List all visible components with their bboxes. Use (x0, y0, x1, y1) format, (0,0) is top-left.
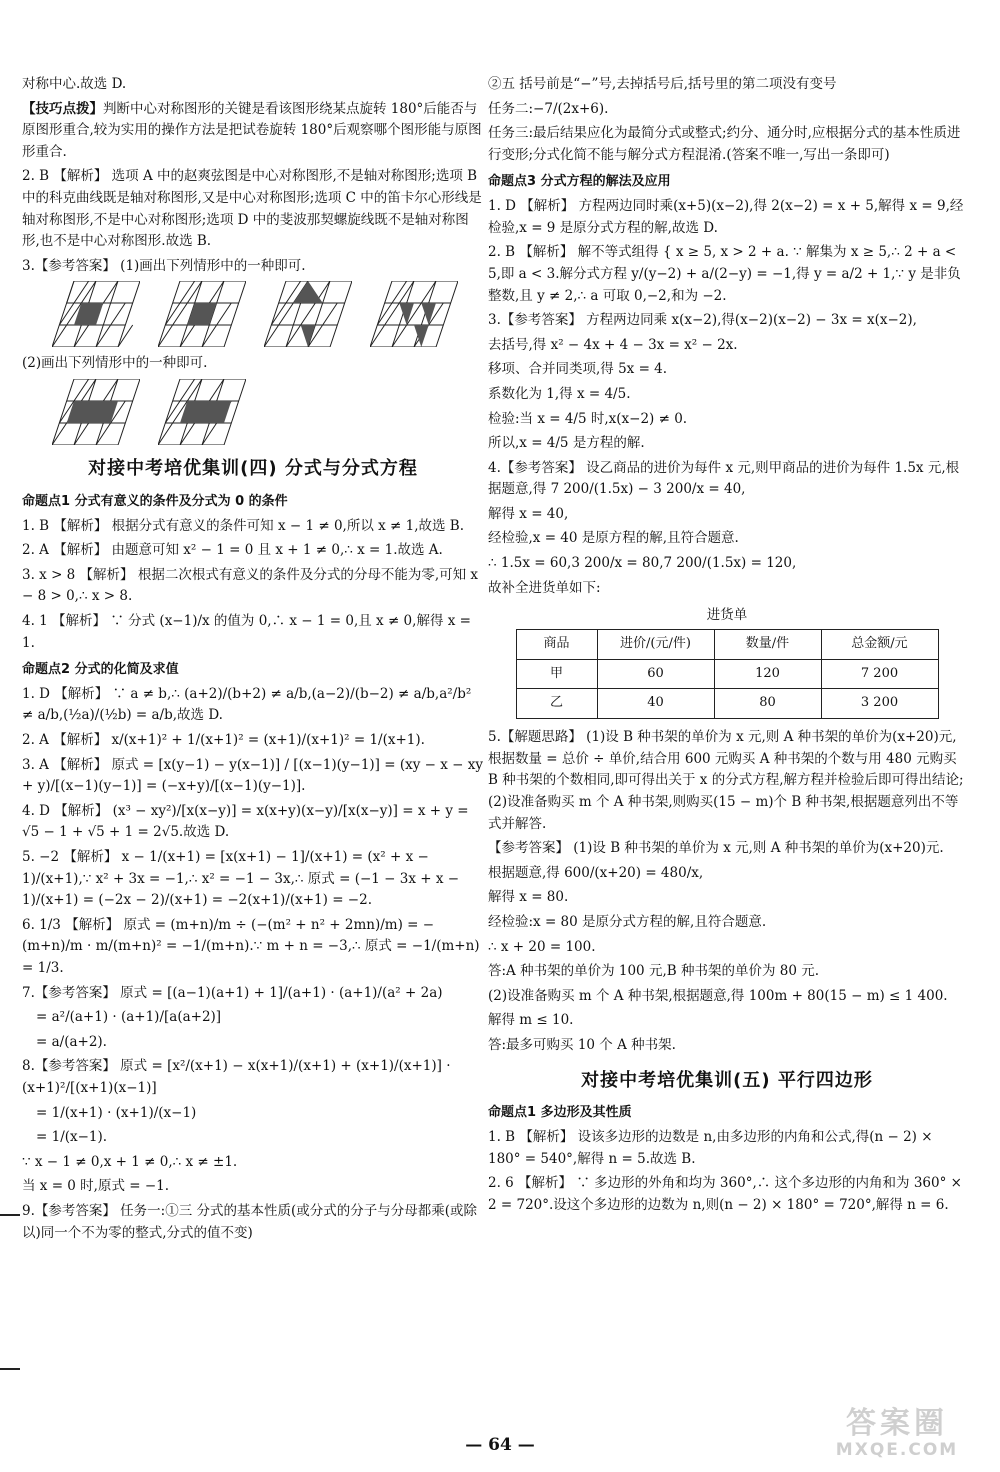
table-cell: 120 (714, 659, 821, 689)
topic-heading-1: 命题点1 分式有意义的条件及分式为 0 的条件 (22, 493, 288, 509)
triangle-grid-row-2 (52, 379, 484, 445)
answer-line: 3.【参考答案】 方程两边同乘 x(x−2),得(x−2)(x−2) − 3x = x(x−2), (488, 312, 917, 329)
topic-heading-2: 命题点2 分式的化简及求值 (22, 662, 179, 678)
answer-line: ②五 括号前是“−”号,去掉括号后,括号里的第二项没有变号 (488, 76, 837, 92)
answer-line: 9.【参考答案】 任务一:①三 分式的基本性质(或分式的分子与分母都乘(或除以)同一个不为零的整式,分式的值不变) (22, 1202, 478, 1241)
answer-line: 6. 1/3 【解析】 原式 = (m+n)/m ÷ (−(m² + n² + 2mn)/m) = −(m+n)/m · m/(m+n)² = −1/(m+n).∵ m + n = −3,∴ 原式 = −1/(m+n) = 1/3. (22, 916, 480, 977)
answer-line: 1. D 【解析】 方程两边同时乘(x+5)(x−2),得 2(x−2) = x + 5,解得 x = 9,经检验,x = 9 是原分式方程的解,故选 D. (488, 198, 964, 236)
watermark-title: 答案圈 (846, 1406, 948, 1441)
answer-line: 3. x > 8 【解析】 根据二次根式有意义的条件及分式的分母不能为零,可知 x − 8 > 0,∴ x > 8. (22, 566, 479, 605)
answer-line: 任务三:最后结果应化为最简分式或整式;约分、通分时,应根据分式的基本性质进行变形;分式化简不能与解分式方程混淆.(答案不唯一,写出一条即可) (488, 125, 961, 163)
answer-line: 8.【参考答案】 原式 = [x²/(x+1) − x(x+1)/(x+1) + (x+1)/(x+1)] · (x+1)²/[(x+1)(x−1)] (22, 1058, 451, 1096)
table-row (516, 659, 938, 689)
table-header: 数量/件 (714, 629, 821, 659)
topic-heading-3: 命题点3 分式方程的解法及应用 (488, 174, 671, 190)
answer-step: 答:A 种书架的单价为 100 元,B 种书架的单价为 80 元. (488, 963, 819, 980)
triangle-grid-figure (158, 379, 246, 445)
triangle-grid-figure (370, 281, 458, 347)
answer-step: 去括号,得 x² − 4x + 4 − 3x = x² − 2x. (488, 336, 738, 353)
answer-line: 2. 6 【解析】 ∵ 多边形的外角和均为 360°,∴ 这个多边形的内角和为 360° × 2 = 720°.设这个多边形的边数为 n,则(n − 2) × 180° = 720°,解得 n = 6. (488, 1175, 962, 1213)
answer-line: 3. A 【解析】 原式 = [x(y−1) − y(x−1)] / [(x−1)(y−1)] = (xy − x − xy + y)/[(x−1)(y−1)] = (−x+y)/[(x−1)(y−1)]. (22, 756, 483, 795)
answer-step: 解得 m ≤ 10. (488, 1012, 574, 1029)
answer-step: ∴ x + 20 = 100. (488, 938, 596, 955)
answer-step: 解得 x = 40, (488, 505, 569, 522)
answer-step: 移项、合并同类项,得 5x = 4. (488, 361, 668, 378)
answer-line: 2. A 【解析】 由题意可知 x² − 1 = 0 且 x + 1 ≠ 0,∴ x = 1.故选 A. (22, 542, 443, 559)
table-row (516, 689, 938, 719)
answer-step: 当 x = 0 时,原式 = −1. (22, 1178, 170, 1195)
table-header: 商品 (516, 629, 597, 659)
answer-line: 5.【解题思路】 (1)设 B 种书架的单价为 x 元,则 A 种书架的单价为(x+20)元,根据数量 = 总价 ÷ 单价,结合用 600 元购买 A 种书架的个数与用 480 元购买 B 种书架的个数相同,即可得出关于 x 的分式方程,解方程并检验后即可得出结论;(2)设准备购买 m 个 A 种书架,则购买(15 − m)个 B 种书架,根据题意列出不等式并解答. (488, 729, 964, 832)
answer-step: 系数化为 1,得 x = 4/5. (488, 385, 631, 402)
answer-step: = a²/(a+1) · (a+1)/[a(a+2)] (36, 1009, 222, 1026)
answer-line: 任务二:−7/(2x+6). (488, 100, 609, 117)
answer-step: 故补全进货单如下: (488, 579, 601, 596)
answer-line: 4. D 【解析】 (x³ − xy²)/[x(x−y)] = x(x+y)(x−y)/[x(x−y)] = x + y = √5 − 1 + √5 + 1 = 2√5.故选 D. (22, 802, 469, 841)
table-caption: 进货单 (706, 607, 748, 624)
text-line: 对称中心.故选 D. (22, 76, 127, 92)
answer-line: 2. B 【解析】 解不等式组得 { x ≥ 5, x > 2 + a. ∵ 解集为 x ≥ 5,∴ 2 + a < 5,即 a < 3.解分式方程 y/(y−2) + a/(2−y) = −1,得 y = a/2 + 1,∵ y 是非负整数,且 y ≠ 2,∴ a 可取 0,−2,和为 −2. (488, 244, 961, 304)
watermark-url: MXQE.COM (835, 1440, 959, 1460)
triangle-grid-figure (52, 379, 140, 445)
answer-2: 2. B 【解析】 选项 A 中的赵爽弦图是中心对称图形,不是轴对称图形;选项 B 中的科克曲线既是轴对称图形,又是中心对称图形;选项 C 中的笛卡尔心形线是轴对称图形,不是中心对称图形;选项 D 中的斐波那契螺旋线既不是轴对称图形,也不是中心对称图形.故选 B. (22, 168, 482, 250)
answer-3-part2: (2)画出下列情形中的一种即可. (22, 355, 208, 372)
section-title-4: 对接中考培优集训(四) 分式与分式方程 (88, 457, 418, 479)
answer-step: = a/(a+2). (36, 1033, 107, 1050)
tip-tag: 【技巧点拨】 (22, 100, 103, 117)
answer-step: 检验:当 x = 4/5 时,x(x−2) ≠ 0. (488, 410, 688, 427)
table-header: 进价/(元/件) (597, 629, 714, 659)
answer-line: 1. B 【解析】 设该多边形的边数是 n,由多边形的内角和公式,得(n − 2) × 180° = 540°,解得 n = 5.故选 B. (488, 1129, 933, 1167)
answer-step: 解得 x = 80. (488, 889, 569, 906)
table-cell: 80 (714, 689, 821, 719)
tip-text: 判断中心对称图形的关键是看该图形绕某点旋转 180°后能否与原图形重合,较为实用的操作方法是把试卷旋转 180°后观察哪个图形能与原图形重合. (22, 100, 482, 160)
table-cell: 7 200 (821, 659, 938, 689)
answer-line: 【参考答案】 (1)设 B 种书架的单价为 x 元,则 A 种书架的单价为(x+20)元. (488, 840, 944, 857)
margin-mark (0, 1368, 20, 1370)
left-column (22, 74, 484, 1247)
table-cell: 甲 (516, 659, 597, 689)
answer-step: 答:最多可购买 10 个 A 种书架. (488, 1036, 676, 1053)
answer-line: 2. A 【解析】 x/(x+1)² + 1/(x+1)² = (x+1)/(x+1)² = 1/(x+1). (22, 732, 425, 749)
answer-line: 1. D 【解析】 ∵ a ≠ b,∴ (a+2)/(b+2) ≠ a/b,(a−2)/(b−2) ≠ a/b,a²/b² ≠ a/b,(½a)/(½b) = a/b,故选 D. (22, 685, 472, 724)
tip-paragraph (22, 99, 484, 164)
answer-step: (2)设准备购买 m 个 A 种书架,根据题意,得 100m + 80(15 − m) ≤ 1 400. (488, 987, 948, 1004)
answer-step: 经检验,x = 40 是原方程的解,且符合题意. (488, 530, 739, 547)
table-cell: 40 (597, 689, 714, 719)
answer-line: 4. 1 【解析】 ∵ 分式 (x−1)/x 的值为 0,∴ x − 1 = 0,且 x ≠ 0,解得 x = 1. (22, 612, 471, 651)
triangle-grid-figure (264, 281, 352, 347)
answer-step: 根据题意,得 600/(x+20) = 480/x, (488, 864, 704, 881)
answer-step: 经检验:x = 80 是原分式方程的解,且符合题意. (488, 914, 767, 930)
table-header-row (516, 629, 938, 659)
table-header: 总金额/元 (821, 629, 938, 659)
purchase-table (516, 629, 939, 719)
answer-step: ∴ 1.5x = 60,3 200/x = 80,7 200/(1.5x) = 120, (488, 555, 797, 572)
page-number: — 64 — (465, 1435, 535, 1455)
right-column (488, 74, 966, 1220)
triangle-grid-row-1 (52, 281, 484, 347)
answer-step: = 1/(x−1). (36, 1129, 108, 1146)
answer-3-part1: 3.【参考答案】 (1)画出下列情形中的一种即可. (22, 257, 306, 274)
answer-line: 4.【参考答案】 设乙商品的进价为每件 x 元,则甲商品的进价为每件 1.5x 元,根据题意,得 7 200/(1.5x) − 3 200/x = 40, (488, 459, 960, 498)
answer-step: ∵ x − 1 ≠ 0,x + 1 ≠ 0,∴ x ≠ ±1. (22, 1153, 238, 1170)
answer-line: 7.【参考答案】 原式 = [(a−1)(a+1) + 1]/(a+1) · (a+1)/(a² + 2a) (22, 984, 443, 1001)
table-cell: 乙 (516, 689, 597, 719)
triangle-grid-figure (52, 281, 140, 347)
triangle-grid-figure (158, 281, 246, 347)
answer-step: = 1/(x+1) · (x+1)/(x−1) (36, 1104, 197, 1121)
table-cell: 3 200 (821, 689, 938, 719)
margin-mark (0, 1214, 20, 1216)
answer-line: 1. B 【解析】 根据分式有意义的条件可知 x − 1 ≠ 0,所以 x ≠ 1,故选 B. (22, 517, 465, 534)
watermark-logo (802, 1408, 992, 1466)
section-title-5: 对接中考培优集训(五) 平行四边形 (581, 1069, 873, 1091)
table-cell: 60 (597, 659, 714, 689)
answer-line: 5. −2 【解析】 x − 1/(x+1) = [x(x+1) − 1]/(x+1) = (x² + x − 1)/(x+1),∵ x² + 3x = −1,∴ x² = −1 − 3x,∴ 原式 = (−1 − 3x + x − 1)/(x+1) = (−2x − 2)/(x+1) = −2(x+1)/(x+1) = −2. (22, 849, 460, 909)
answer-step: 所以,x = 4/5 是方程的解. (488, 435, 645, 452)
topic-heading-5-1: 命题点1 多边形及其性质 (488, 1105, 632, 1121)
